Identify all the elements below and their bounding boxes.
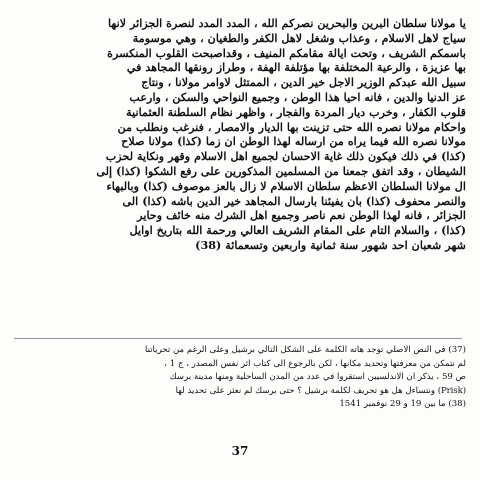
letter-line: واحكام مولانا نصره الله حتى تزينت بها الديار والامصار ، فنرغب ونطلب من	[117, 119, 466, 134]
letter-line: مولانا نصره الله فيما يراه من ارساله لهذا الوطن ان زما (كذا) مولانا صلاح	[121, 134, 466, 149]
letter-line: يا مولانا سلطان البرين والبحرين نصركم الله ، المدد المدد لنصرة الجزائر لانها	[108, 16, 466, 30]
letter-line: سبيل الله عبدكم الوزير الاجل خير الدين ، الممتثل لاوامر مولانا ، ونتاج	[141, 75, 466, 90]
letter-body	[18, 16, 466, 253]
letter-line: الشيطان ، وقد اتفق جمعنا من المسلمين المذكورين على رفع الشكوا (كذا) إلى	[96, 163, 466, 178]
footnote-line: لم نتمكن من معرفتها وتحديد مكانها ، لكن بالرجوع الى كتاب اثر نفس المصدر ، ج 1 ،	[164, 358, 466, 369]
letter-line: عز الدنيا والدين ، فانه احيا هذا الوطن ، وجميع النواحي والسكن ، وارعب	[129, 89, 466, 104]
letter-line: والنصر محفوف (كذا) بان يفيئنا بارسال المجاهد خير الدين باشه (كذا) الى	[122, 193, 466, 208]
letter-line: بها عزيزة ، والرعية المختلفة بها مؤتلفة الهفة ، وطراز رونقها المجاهد في	[126, 60, 466, 75]
footnote-line: ص 59 ، يذكر ان الاندلسيين استقروا في عدد من المدن الساحلية ومنها مدينة برسك	[169, 372, 466, 383]
letter-line: ال مولانا السلطان الاعظم سلطان الاسلام لا زال بالعز موصوف (كذا) وبالبهاء	[106, 178, 466, 193]
footnote-line: (37) في النص الاصلي توجد هاته الكلمة على الشكل التالي برشيل وعلى الرغم من تحرياتنا	[144, 345, 466, 355]
letter-line: باسمكم الشريف ، وتحت ايالة مقامكم المنيف ، وقداصبحت القلوب المنكسرة	[107, 45, 466, 60]
footnote-line: (Prisk) ونتساءل هل هو تحريف لكلمة برشيل ؟ حتى برسك لم نعثر على تحديد لها	[175, 385, 466, 396]
letter-line: قلوب الكفار ، وخرب ديار المردة والفجار ، واظهر نظام السلطنة العثمانية	[126, 104, 466, 119]
letter-line: (كذا) ، والسلام التام على المقام الشريف العالي ورحمة الله بتاريخ اوايل	[129, 223, 466, 238]
letter-line: شهر شعبان احد شهور سنة ثمانية واربعين وتسعمائة (38)	[195, 237, 466, 252]
footnotes	[22, 344, 466, 412]
letter-line: الجزائر ، فانه لهذا الوطن نعم ناصر وجميع اهل الشرك منه خائف وحاير	[137, 208, 466, 223]
letter-line: (كذا) في ذلك فيكون ذلك غاية الاحسان لجميع اهل الاسلام وقهر ونكاية لحزب	[105, 149, 466, 164]
page-number: 37	[231, 444, 249, 458]
footnote-line: (38) ما بين 19 و 29 نوفمبر 1541	[339, 399, 466, 410]
footnote-divider	[14, 338, 462, 339]
letter-line: سياج لاهل الاسلام ، وعذاب وشغل لاهل الكفر والطغيان ، وهي موسومة	[132, 30, 466, 45]
